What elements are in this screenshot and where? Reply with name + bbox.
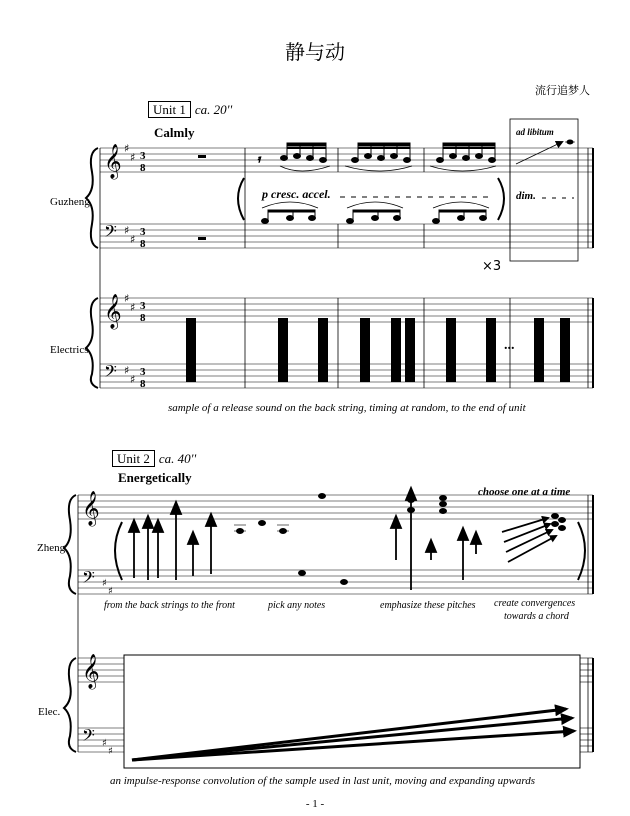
- unit1-dim: dim.: [516, 190, 536, 202]
- unit1-bass-notes: [262, 210, 487, 224]
- unit1-duration: ca. 20'': [194, 102, 233, 117]
- unit1-dynamic: p cresc. accel.: [262, 187, 331, 201]
- svg-text:3: 3: [140, 300, 146, 312]
- svg-text:♯: ♯: [130, 301, 136, 314]
- svg-text:3: 3: [140, 226, 146, 238]
- unit1-electrics-blocks: [186, 318, 570, 382]
- unit1-electrics-bass-staff: [100, 364, 593, 388]
- svg-text:♯: ♯: [124, 224, 130, 237]
- svg-text:♯: ♯: [130, 233, 136, 246]
- unit2-electronics-box: [124, 655, 580, 768]
- svg-text:♯: ♯: [124, 292, 130, 305]
- treble-clef-icon: 𝄞: [82, 654, 100, 689]
- svg-text:3: 3: [140, 366, 146, 378]
- unit2-caption: an impulse-response convolution of the sample used in last unit, moving and expanding upwards: [110, 775, 536, 787]
- svg-text:♯: ♯: [124, 364, 130, 377]
- page-number: - 1 -: [305, 798, 325, 810]
- unit2-label: Unit 2: [112, 450, 155, 467]
- svg-text:8: 8: [140, 162, 146, 174]
- unit2-expression: Energetically: [118, 470, 192, 485]
- unit2-note-convergences: create convergences: [494, 598, 576, 609]
- unit2-note-back-strings: from the back strings to the front: [104, 600, 235, 611]
- unit1-instrument-top: Guzheng: [50, 196, 90, 208]
- unit2-instrument-bottom: Elec.: [38, 706, 61, 718]
- unit2-elec-treble-staff: [78, 658, 593, 682]
- bass-clef-icon: 𝄢: [104, 221, 117, 245]
- unit1-ad-libitum: ad libitum: [516, 127, 554, 137]
- svg-text:♯: ♯: [130, 373, 136, 386]
- unit1-ellipsis: ...: [504, 338, 515, 353]
- key-signature-icon: [124, 142, 135, 386]
- page-title: 静与动: [285, 40, 345, 64]
- composer-name: 流行追梦人: [535, 84, 590, 97]
- treble-clef-icon: 𝄞: [104, 294, 122, 329]
- svg-text:♯: ♯: [108, 586, 113, 597]
- unit2-note-emphasize: emphasize these pitches: [380, 600, 476, 611]
- svg-text:♯: ♯: [124, 142, 130, 155]
- unit2-zheng-bass-staff: [78, 570, 593, 594]
- treble-clef-icon: 𝄞: [82, 491, 100, 526]
- treble-clef-icon: 𝄞: [104, 144, 122, 179]
- svg-text:3: 3: [140, 150, 146, 162]
- unit1-caption: sample of a release sound on the back string, timing at random, to the end of unit: [168, 402, 526, 414]
- svg-text:𝄿: 𝄿: [258, 154, 262, 165]
- unit1-expression: Calmly: [154, 125, 195, 140]
- svg-text:8: 8: [140, 238, 146, 250]
- unit1-guzheng-treble-staff: [100, 148, 593, 172]
- unit1-repeat: ×3: [482, 259, 502, 274]
- svg-text:8: 8: [140, 378, 146, 390]
- unit2-zheng-treble-staff: [78, 495, 593, 519]
- unit2-duration: ca. 40'': [158, 451, 197, 466]
- key-signature-icon: [102, 578, 113, 757]
- svg-text:♯: ♯: [108, 746, 113, 757]
- bass-clef-icon: 𝄢: [82, 725, 95, 749]
- svg-text:♯: ♯: [130, 151, 136, 164]
- unit1-guzheng-bass-staff: [100, 224, 593, 248]
- svg-text:♯: ♯: [102, 578, 107, 589]
- unit1-label: Unit 1: [148, 101, 191, 118]
- unit2-choose: choose one at a time: [478, 486, 571, 498]
- bass-clef-icon: 𝄢: [104, 361, 117, 385]
- bass-clef-icon: 𝄢: [82, 567, 95, 591]
- svg-text:♯: ♯: [102, 738, 107, 749]
- unit1-electrics-treble-staff: [100, 298, 593, 322]
- unit2-note-pick: pick any notes: [268, 600, 326, 611]
- unit1-instrument-bottom: Electrics: [50, 344, 89, 356]
- unit2-instrument-top: Zheng: [37, 542, 66, 554]
- unit1-system: [86, 119, 593, 390]
- svg-text:8: 8: [140, 312, 146, 324]
- time-signature-icon: [140, 150, 146, 390]
- unit2-system: [64, 488, 593, 768]
- unit2-note-chord: towards a chord: [504, 611, 569, 622]
